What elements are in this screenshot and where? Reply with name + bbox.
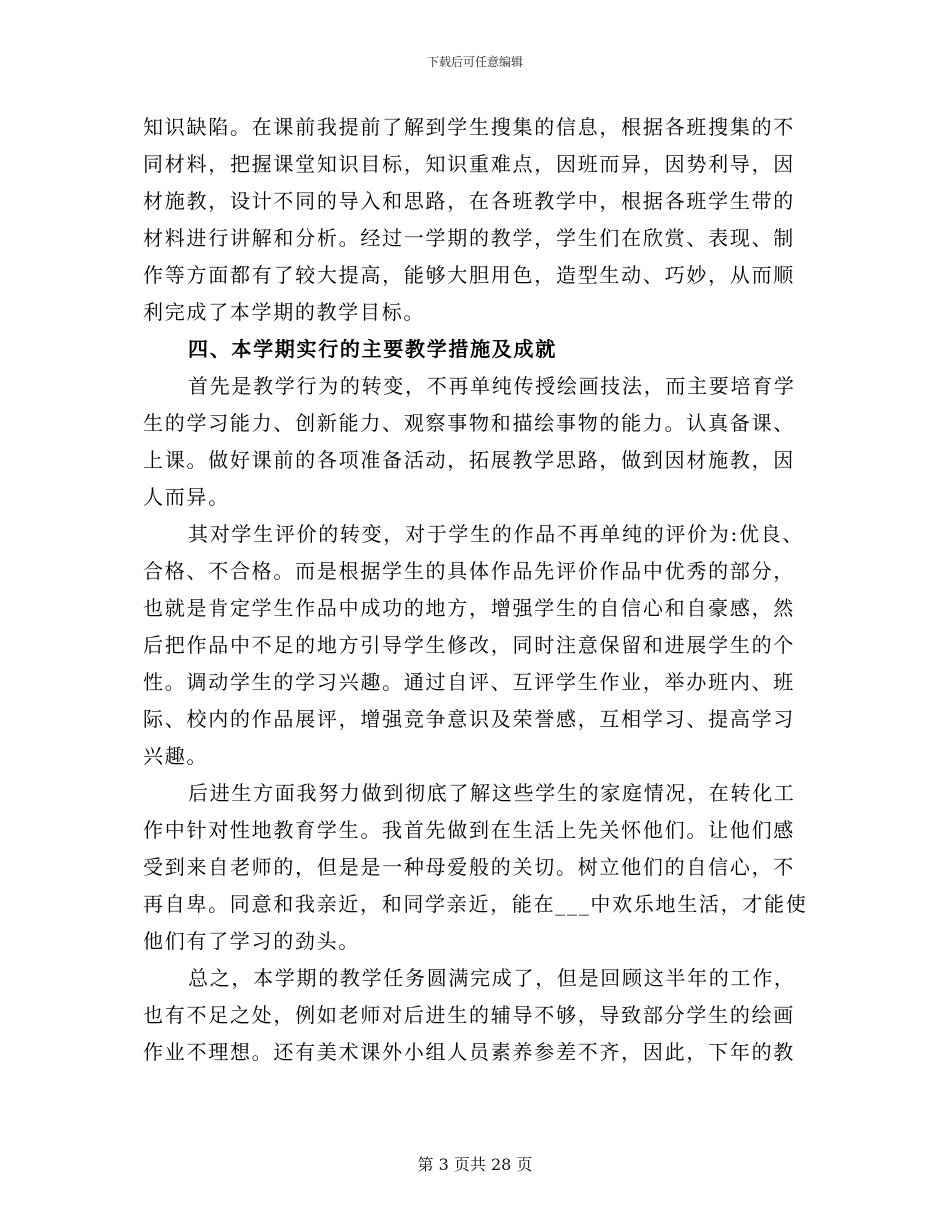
body-line: 材施教，设计不同的导入和思路，在各班教学中，根据各班学生带的	[143, 189, 795, 213]
body-line: 作等方面都有了较大提高，能够大胆用色，造型生动、巧妙，从而顺	[143, 263, 795, 287]
body-line: 后把作品中不足的地方引导学生修改，同时注意保留和进展学生的个	[143, 633, 795, 657]
page-header-note: 下载后可任意编辑	[426, 55, 523, 69]
body-line: 作业不理想。还有美术课外小组人员素养参差不齐，因此，下年的教	[143, 1040, 795, 1064]
body-line: 上课。做好课前的各项准备活动，拓展教学思路，做到因材施教，因	[143, 448, 795, 472]
body-line: 后进生方面我努力做到彻底了解这些学生的家庭情况，在转化工	[188, 781, 796, 805]
body-line: 人而异。	[143, 485, 230, 509]
body-line: 其对学生评价的转变，对于学生的作品不再单纯的评价为:优良、	[188, 522, 805, 546]
body-line: 受到来自老师的，但是是一种母爱般的关切。树立他们的自信心，不	[143, 855, 795, 879]
body-line: 再自卑。同意和我亲近，和同学亲近，能在___中欢乐地生活，才能使	[143, 892, 808, 916]
body-line: 知识缺陷。在课前我提前了解到学生搜集的信息，根据各班搜集的不	[143, 115, 795, 139]
body-line: 总之，本学期的教学任务圆满完成了，但是回顾这半年的工作，	[188, 966, 796, 990]
body-line: 也就是肯定学生作品中成功的地方，增强学生的自信心和自豪感，然	[143, 596, 795, 620]
body-line: 同材料，把握课堂知识目标，知识重难点，因班而异，因势利导，因	[143, 152, 795, 176]
body-line: 性。调动学生的学习兴趣。通过自评、互评学生作业，举办班内、班	[143, 670, 795, 694]
body-line: 材料进行讲解和分析。经过一学期的教学，学生们在欣赏、表现、制	[143, 226, 795, 250]
body-line: 兴趣。	[143, 744, 209, 768]
section-heading: 四、本学期实行的主要教学措施及成就	[188, 337, 557, 361]
page-number-footer: 第 3 页共 28 页	[417, 1155, 533, 1174]
body-line: 合格、不合格。而是根据学生的具体作品先评价作品中优秀的部分，	[143, 559, 795, 583]
body-line: 际、校内的作品展评，增强竞争意识及荣誉感，互相学习、提高学习	[143, 707, 795, 731]
body-line: 生的学习能力、创新能力、观察事物和描绘事物的能力。认真备课、	[143, 411, 795, 435]
body-line: 他们有了学习的劲头。	[143, 929, 360, 953]
body-line: 利完成了本学期的教学目标。	[143, 300, 426, 324]
body-line: 作中针对性地教育学生。我首先做到在生活上先关怀他们。让他们感	[143, 818, 795, 842]
body-line: 也有不足之处，例如老师对后进生的辅导不够，导致部分学生的绘画	[143, 1003, 795, 1027]
body-line: 首先是教学行为的转变，不再单纯传授绘画技法，而主要培育学	[188, 374, 796, 398]
document-body	[143, 109, 808, 1071]
